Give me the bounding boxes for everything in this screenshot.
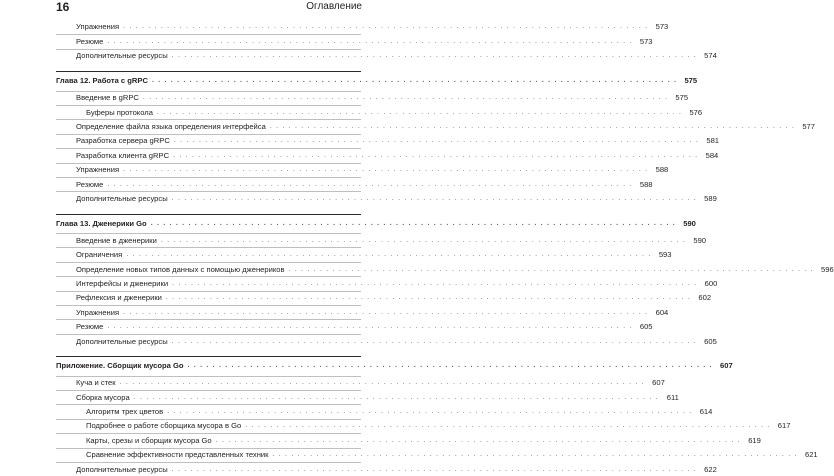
toc-entry-title: Карты, срезы и сборщик мусора Go [86,435,212,445]
toc-entry-title: Разработка сервера gRPC [76,136,170,146]
toc-entry-title: Упражнения [76,307,120,317]
toc-entry-title: Подробнее о работе сборщика мусора в Go [86,421,242,431]
toc-section-row [56,233,707,247]
dot-leader: . . . . . . . . . . . . . . . . . . . . . . . . . . . . . . . . . . . . . . . . . . . . . . . . . . . . . . . . . . . . . . . . . . . . . . . . . . . . . . . . . . . . [119,379,645,387]
toc-entry-title: Резюме [76,322,104,332]
toc-entry-title: Приложение. Сборщик мусора Go [56,361,184,371]
toc-entry-page: 581 [706,136,720,146]
dot-leader: . . . . . . . . . . . . . . . . . . . . . . . . . . . . . . . . . . . . . . . . . . . . . . . . . . . . . . . . . . . . . . . . . . . . . . . . . . . . . . . . . . . . [171,194,697,202]
toc-section-row [56,291,712,305]
toc-entry-page: 588 [639,179,653,189]
toc-entry-page: 607 [720,361,733,371]
toc-entry-page: 605 [639,322,653,332]
toc-section-row [56,276,718,290]
dot-leader: . . . . . . . . . . . . . . . . . . . . . . . . . . . . . . . . . . . . . . . . . . . . . . . . . . . . . . . . . . . . . . . . . . . . . . . . . . . . . . . . . . . . [269,123,795,131]
dot-leader: . . . . . . . . . . . . . . . . . . . . . . . . . . . . . . . . . . . . . . . . . . . . . . . . . . . . . . . . . . . . . . . . . . . . . . . . . . . . . . . . . . . . [272,451,798,459]
toc-entry-title: Ограничения [76,250,123,260]
toc-entry-page: 575 [684,76,698,86]
dot-leader: . . . . . . . . . . . . . . . . . . . . . . . . . . . . . . . . . . . . . . . . . . . . . . . . . . . . . . . . . . . . . . . . . . . . . . . . . . . . . . . . . . . . [173,137,700,145]
dot-leader: . . . . . . . . . . . . . . . . . . . . . . . . . . . . . . . . . . . . . . . . . . . . . . . . . . . . . . . . . . . . . . . . . . . . . . . . . . . . . . . . . . . . [171,337,697,345]
toc-entry-page: 577 [802,122,815,132]
dot-leader: . . . . . . . . . . . . . . . . . . . . . . . . . . . . . . . . . . . . . . . . . . . . . . . . . . . . . . . . . . . . . . . . . . . . . . . . . . . . . . . . . . . . [160,236,687,244]
toc-entry-title: Рефлексия и дженерики [76,293,162,303]
toc-subsection-row [56,404,713,418]
toc-entry-title: Определение новых типов данных с помощью дженериков [76,264,285,274]
dot-leader: . . . . . . . . . . . . . . . . . . . . . . . . . . . . . . . . . . . . . . . . . . . . . . . . . . . . . . . . . . . . . . . . . . . . . . . . . . . . . . . . . . . . [288,265,814,273]
dot-leader: . . . . . . . . . . . . . . . . . . . . . . . . . . . . . . . . . . . . . . . . . . . . . . . . . . . . . . . . . . . . . . . . . . . . . . . . . . . . . . . . . . . . [123,23,649,31]
toc-entry-page: 604 [655,307,669,317]
toc-entry-title: Дополнительные ресурсы [76,193,168,203]
toc-entry-title: Дополнительные ресурсы [76,51,168,61]
toc-entry-page: 589 [704,193,717,203]
toc-section-row [56,49,717,63]
toc-entry-page: 584 [705,150,719,160]
toc-entry-title: Дополнительные ресурсы [76,336,168,346]
dot-leader: . . . . . . . . . . . . . . . . . . . . . . . . . . . . . . . . . . . . . . . . . . . . . . . . . . . . . . . . . . . . . . . . . . . . . . . . . . . . . . . . . . . . [171,52,697,60]
toc-section-row [56,319,653,333]
toc-section-row [56,305,669,319]
toc-entry-title: Глава 12. Работа с gRPC [56,76,148,86]
toc-entry-title: Упражнения [76,165,120,175]
toc-section-row [56,177,653,191]
toc-entry-page: 621 [804,450,818,460]
toc-entry-page: 590 [693,235,707,245]
dot-leader: . . . . . . . . . . . . . . . . . . . . . . . . . . . . . . . . . . . . . . . . . . . . . . . . . . . . . . . . . . . . . . . . . . . . . . . . . . . . . . . . . . . . [167,408,693,416]
dot-leader: . . . . . . . . . . . . . . . . . . . . . . . . . . . . . . . . . . . . . . . . . . . . . . . . . . . . . . . . . . . . . . . . . . . . . . . . . . . . . . . . . . . . [107,38,633,46]
toc-section-row [56,20,669,34]
dot-leader: . . . . . . . . . . . . . . . . . . . . . . . . . . . . . . . . . . . . . . . . . . . . . . . . . . . . . . . . . . . . . . . . . . . . . . . . . . . . . . . . . . . . [171,465,697,473]
toc-entry-page: 622 [704,464,717,474]
toc-section-row [56,262,834,276]
toc-section-row [56,134,720,148]
toc-entry-page: 590 [683,218,696,228]
toc-entry-page: 600 [704,278,718,288]
toc-section-row [56,247,672,261]
toc-subsection-row [56,105,703,119]
toc-section-row [56,191,717,205]
toc-entry-title: Разработка клиента gRPC [76,150,170,160]
dot-leader: . . . . . . . . . . . . . . . . . . . . . . . . . . . . . . . . . . . . . . . . . . . . . . . . . . . . . . . . . . . . . . . . . . . . . . . . . . . . . . . . . . . . [151,77,678,85]
dot-leader: . . . . . . . . . . . . . . . . . . . . . . . . . . . . . . . . . . . . . . . . . . . . . . . . . . . . . . . . . . . . . . . . . . . . . . . . . . . . . . . . . . . . [187,362,713,370]
toc-section-row [56,163,669,177]
dot-leader: . . . . . . . . . . . . . . . . . . . . . . . . . . . . . . . . . . . . . . . . . . . . . . . . . . . . . . . . . . . . . . . . . . . . . . . . . . . . . . . . . . . . [165,294,692,302]
toc-entry-title: Сравнение эффективности представленных техник [86,450,269,460]
toc-entry-page: 614 [699,407,713,417]
toc-entry-title: Алгоритм трех цветов [86,407,164,417]
dot-leader: . . . . . . . . . . . . . . . . . . . . . . . . . . . . . . . . . . . . . . . . . . . . . . . . . . . . . . . . . . . . . . . . . . . . . . . . . . . . . . . . . . . . [245,422,771,430]
toc-entry-page: 611 [666,392,679,402]
dot-leader: . . . . . . . . . . . . . . . . . . . . . . . . . . . . . . . . . . . . . . . . . . . . . . . . . . . . . . . . . . . . . . . . . . . . . . . . . . . . . . . . . . . . [150,219,676,227]
running-title: Оглавление [306,1,362,12]
toc-section-row [56,34,653,48]
toc-section-row [56,119,815,133]
toc-section-row [56,376,665,390]
dot-leader: . . . . . . . . . . . . . . . . . . . . . . . . . . . . . . . . . . . . . . . . . . . . . . . . . . . . . . . . . . . . . . . . . . . . . . . . . . . . . . . . . . . . [126,251,652,259]
toc-entry-title: Сборка мусора [76,392,130,402]
toc-entry-title: Упражнения [76,22,120,32]
dot-leader: . . . . . . . . . . . . . . . . . . . . . . . . . . . . . . . . . . . . . . . . . . . . . . . . . . . . . . . . . . . . . . . . . . . . . . . . . . . . . . . . . . . . [156,108,683,116]
toc-entry-title: Определение файла языка определения интерфейса [76,122,266,132]
toc-entry-title: Глава 13. Дженерики Go [56,218,147,228]
toc-entry-page: 573 [639,37,653,47]
toc-section-row [56,148,719,162]
table-of-contents [56,20,834,476]
toc-entry-page: 573 [655,22,669,32]
toc-entry-page: 588 [655,165,669,175]
toc-chapter-row [56,214,696,233]
toc-subsection-row [56,433,761,447]
toc-entry-page: 602 [698,293,712,303]
toc-chapter-row [56,71,698,90]
toc-entry-page: 575 [675,93,689,103]
dot-leader: . . . . . . . . . . . . . . . . . . . . . . . . . . . . . . . . . . . . . . . . . . . . . . . . . . . . . . . . . . . . . . . . . . . . . . . . . . . . . . . . . . . . [215,436,741,444]
toc-entry-title: Дополнительные ресурсы [76,464,168,474]
toc-entry-title: Резюме [76,37,104,47]
dot-leader: . . . . . . . . . . . . . . . . . . . . . . . . . . . . . . . . . . . . . . . . . . . . . . . . . . . . . . . . . . . . . . . . . . . . . . . . . . . . . . . . . . . . [107,323,633,331]
dot-leader: . . . . . . . . . . . . . . . . . . . . . . . . . . . . . . . . . . . . . . . . . . . . . . . . . . . . . . . . . . . . . . . . . . . . . . . . . . . . . . . . . . . . [142,94,669,102]
toc-chapter-row [56,356,733,375]
toc-subsection-row [56,419,791,433]
toc-section-row [56,334,717,348]
toc-section-row [56,390,679,404]
toc-entry-page: 593 [658,250,672,260]
toc-entry-page: 596 [821,264,834,274]
page-number: 16 [56,0,70,14]
toc-entry-page: 574 [704,51,717,61]
toc-entry-title: Интерфейсы и дженерики [76,278,169,288]
toc-section-row [56,462,717,476]
toc-entry-page: 576 [689,107,703,117]
dot-leader: . . . . . . . . . . . . . . . . . . . . . . . . . . . . . . . . . . . . . . . . . . . . . . . . . . . . . . . . . . . . . . . . . . . . . . . . . . . . . . . . . . . . [133,393,659,401]
dot-leader: . . . . . . . . . . . . . . . . . . . . . . . . . . . . . . . . . . . . . . . . . . . . . . . . . . . . . . . . . . . . . . . . . . . . . . . . . . . . . . . . . . . . [173,151,699,159]
toc-entry-page: 607 [652,378,665,388]
toc-subsection-row [56,448,818,462]
dot-leader: . . . . . . . . . . . . . . . . . . . . . . . . . . . . . . . . . . . . . . . . . . . . . . . . . . . . . . . . . . . . . . . . . . . . . . . . . . . . . . . . . . . . [172,279,698,287]
toc-entry-page: 617 [777,421,791,431]
toc-entry-title: Введение в gRPC [76,93,139,103]
toc-entry-page: 619 [748,435,761,445]
toc-entry-title: Куча и стек [76,378,116,388]
dot-leader: . . . . . . . . . . . . . . . . . . . . . . . . . . . . . . . . . . . . . . . . . . . . . . . . . . . . . . . . . . . . . . . . . . . . . . . . . . . . . . . . . . . . [123,308,649,316]
toc-section-row [56,91,689,105]
dot-leader: . . . . . . . . . . . . . . . . . . . . . . . . . . . . . . . . . . . . . . . . . . . . . . . . . . . . . . . . . . . . . . . . . . . . . . . . . . . . . . . . . . . . [123,166,649,174]
toc-entry-page: 605 [704,336,717,346]
dot-leader: . . . . . . . . . . . . . . . . . . . . . . . . . . . . . . . . . . . . . . . . . . . . . . . . . . . . . . . . . . . . . . . . . . . . . . . . . . . . . . . . . . . . [107,180,633,188]
toc-entry-title: Резюме [76,179,104,189]
toc-entry-title: Буферы протокола [86,107,153,117]
toc-entry-title: Введение в дженерики [76,235,157,245]
